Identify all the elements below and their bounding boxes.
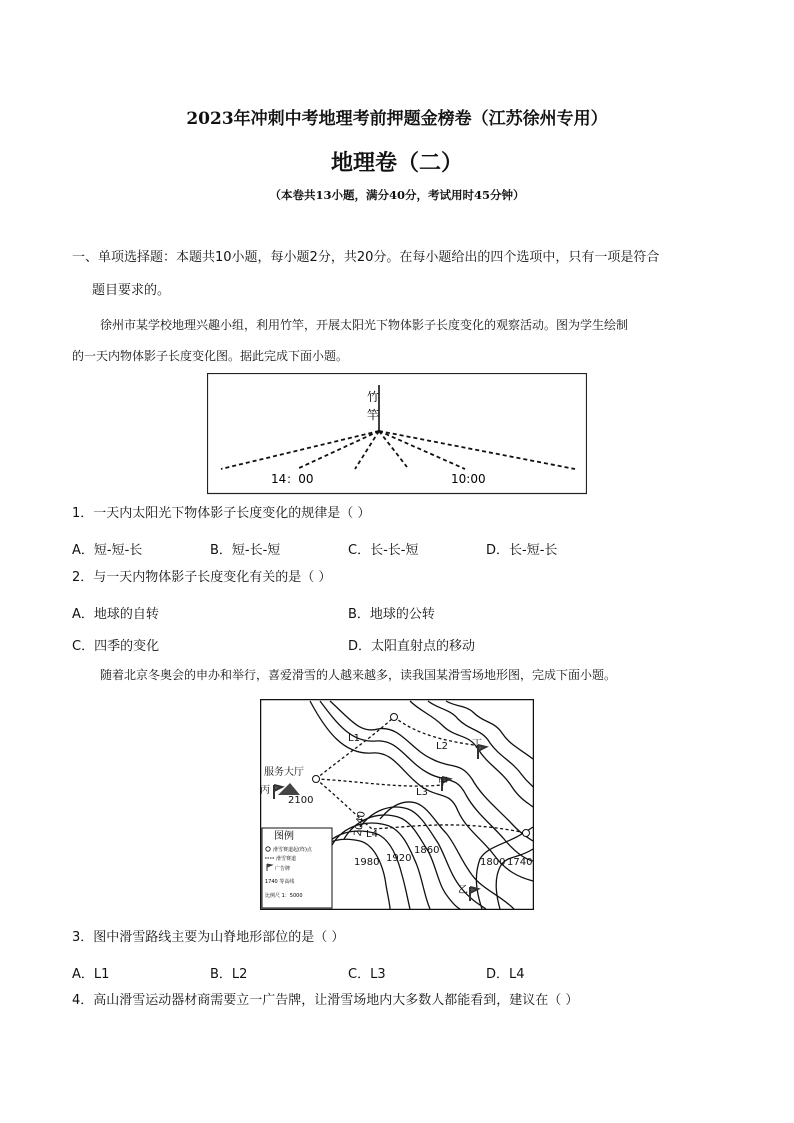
q2-option-b[interactable]: B．地球的公转 (348, 607, 435, 622)
contour-1740: 1740 (507, 857, 533, 868)
legend-sign: 广告牌 (275, 866, 291, 872)
pole-label-1: 竹 (367, 390, 380, 404)
exam-note: （本卷共13小题，满分40分，考试用时45分钟） (269, 188, 525, 202)
paper-subtitle: 地理卷（二） (330, 151, 463, 176)
intro1-line1: 徐州市某学校地理兴趣小组，利用竹竿，开展太阳光下物体影子长度变化的观察活动。图为学生绘制 (100, 318, 629, 332)
elev-2100: 2100 (288, 795, 314, 806)
contour-2040: 2040 (352, 810, 368, 838)
q2-option-d[interactable]: D．太阳直射点的移动 (348, 639, 476, 654)
map-legend (262, 828, 332, 908)
q3-option-d[interactable]: D．L4 (486, 967, 525, 982)
q2-option-c[interactable]: C．四季的变化 (72, 639, 160, 654)
time-label-left: 14：00 (271, 472, 314, 486)
q2-stem: 2．与一天内物体影子长度变化有关的是（ ） (72, 570, 332, 585)
shadow-figure (207, 373, 587, 495)
yi-label: 乙 (458, 885, 468, 896)
q1-option-b[interactable]: B．短-长-短 (210, 543, 281, 558)
bing-label: 丙 (260, 785, 270, 796)
section-heading-line2: 题目要求的。 (92, 283, 171, 298)
q3-option-b[interactable]: B．L2 (210, 967, 248, 982)
ski-contour-map (260, 699, 534, 910)
track-node-top (391, 714, 398, 721)
section-heading-line1: 一、单项选择题：本题共10小题，每小题2分，共20分。在每小题给出的四个选项中，只有一项是符合 (72, 250, 660, 265)
track-node-right (523, 830, 530, 837)
q3-option-a[interactable]: A．L1 (72, 967, 110, 982)
legend-title: 图例 (274, 831, 294, 842)
jia-label: 甲 (438, 777, 448, 788)
q3-option-c[interactable]: C．L3 (348, 967, 386, 982)
L4-label: L4 (366, 829, 378, 840)
contour-1920: 1920 (386, 853, 412, 864)
track-node-hall (313, 776, 320, 783)
legend-start: 滑雪赛道起(终)点 (273, 847, 312, 853)
q1-option-c[interactable]: C．长-长-短 (348, 543, 419, 558)
legend-scale: 比例尺 1：5000 (265, 893, 303, 899)
time-label-right: 10:00 (451, 472, 486, 486)
ding-label: 丁 (472, 739, 482, 750)
L3-label: L3 (416, 787, 428, 798)
q3-stem: 3．图中滑雪路线主要为山脊地形部位的是（ ） (72, 930, 345, 945)
q2-option-a[interactable]: A．地球的自转 (72, 607, 159, 622)
L1-label: L1 (348, 733, 360, 744)
service-hall-label: 服务大厅 (264, 767, 304, 778)
q1-stem: 1．一天内太阳光下物体影子长度变化的规律是（ ） (72, 506, 371, 521)
contour-1980: 1980 (354, 857, 380, 868)
legend-track: 滑雪赛道 (276, 856, 297, 862)
L2-label: L2 (436, 741, 448, 752)
legend-contour: 1740 等高线 (265, 879, 295, 885)
intro2-line1: 随着北京冬奥会的申办和举行，喜爱滑雪的人越来越多，读我国某滑雪场地形图，完成下面小题。 (100, 668, 617, 682)
q1-option-d[interactable]: D．长-短-长 (486, 543, 558, 558)
exam-title: 2023年冲刺中考地理考前押题金榜卷（江苏徐州专用） (186, 109, 608, 129)
q1-option-a[interactable]: A．短-短-长 (72, 543, 143, 558)
contour-1860: 1860 (414, 845, 440, 856)
q4-stem: 4．高山滑雪运动器材商需要立一广告牌，让滑雪场地内大多数人都能看到，建议在（ ） (72, 993, 579, 1008)
intro1-line2: 的一天内物体影子长度变化图。据此完成下面小题。 (72, 349, 349, 363)
contour-1800: 1800 (480, 857, 506, 868)
pole-label-2: 竿 (367, 408, 380, 422)
shadow-figure-frame (208, 374, 587, 494)
